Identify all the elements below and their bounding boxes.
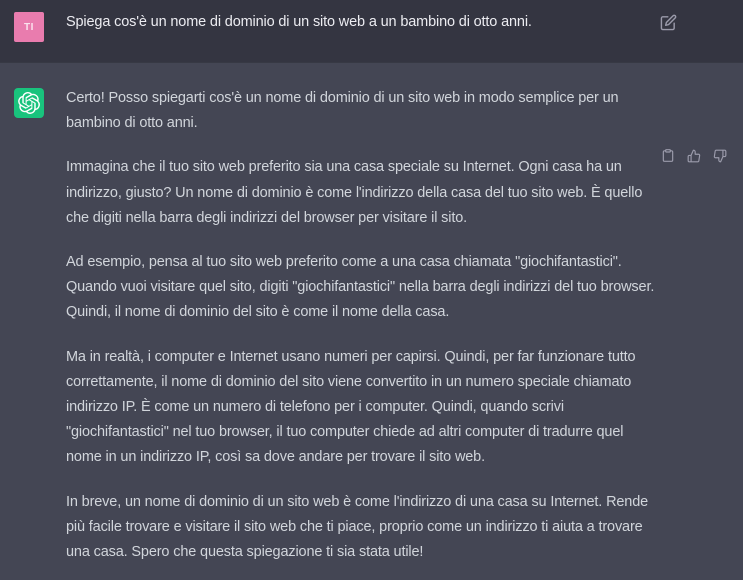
edit-message-button[interactable] bbox=[660, 14, 677, 31]
user-message-row bbox=[0, 0, 743, 62]
thumbs-up-button[interactable] bbox=[687, 148, 701, 163]
user-message-text: Spiega cos'è un nome di dominio di un sito web a un bambino di otto anni. bbox=[66, 14, 532, 30]
assistant-action-bar bbox=[661, 148, 727, 163]
edit-icon bbox=[660, 14, 677, 31]
user-avatar-initials: TI bbox=[24, 21, 34, 33]
openai-logo-icon bbox=[18, 92, 40, 114]
copy-button[interactable] bbox=[661, 148, 675, 163]
assistant-message-row bbox=[0, 62, 743, 580]
message-paragraph: In breve, un nome di dominio di un sito web è come l'indirizzo di una casa su Internet. Rende più facile trovare e visitare il sito web che ti piace, proprio come un indirizzo ti aiuta a trovare una casa. Spero che questa spiegazione ti sia stata utile! bbox=[66, 493, 649, 561]
message-paragraph: Ma in realtà, i computer e Internet usano numeri per capirsi. Quindi, per far funzionare tutto correttamente, il nome di dominio del sito viene convertito in un numero speciale chiamato indirizzo IP. È come un numero di telefono per i computer. Quindi, quando scrivi "giochifantastici" nel tuo browser, il tuo computer chiede ad altri computer di tradurre quel nome in un indirizzo IP, così sa dove andare per trovare il sito web. bbox=[66, 348, 636, 466]
thumbs-down-button[interactable] bbox=[713, 148, 727, 163]
copy-icon bbox=[661, 148, 675, 163]
assistant-message-text bbox=[66, 86, 662, 565]
user-avatar bbox=[14, 12, 44, 42]
assistant-avatar bbox=[14, 88, 44, 118]
thumbs-up-icon bbox=[687, 149, 701, 163]
message-paragraph: Immagina che il tuo sito web preferito sia una casa speciale su Internet. Ogni casa ha un indirizzo, giusto? Un nome di dominio è come l'indirizzo della casa del tuo sito web. È quello che digiti nella barra degli indirizzi del browser per visitare il sito. bbox=[66, 159, 643, 226]
thumbs-down-icon bbox=[713, 149, 727, 163]
message-paragraph: Certo! Posso spiegarti cos'è un nome di dominio di un sito web in modo semplice per un bambino di otto anni. bbox=[66, 90, 619, 132]
message-paragraph: Ad esempio, pensa al tuo sito web preferito come a una casa chiamata "giochifantastici". Quando vuoi visitare quel sito, digiti "giochifantastici" nella barra degli indirizzi del tuo browser. Quindi, il nome di dominio del sito è come il nome della casa. bbox=[66, 254, 655, 321]
